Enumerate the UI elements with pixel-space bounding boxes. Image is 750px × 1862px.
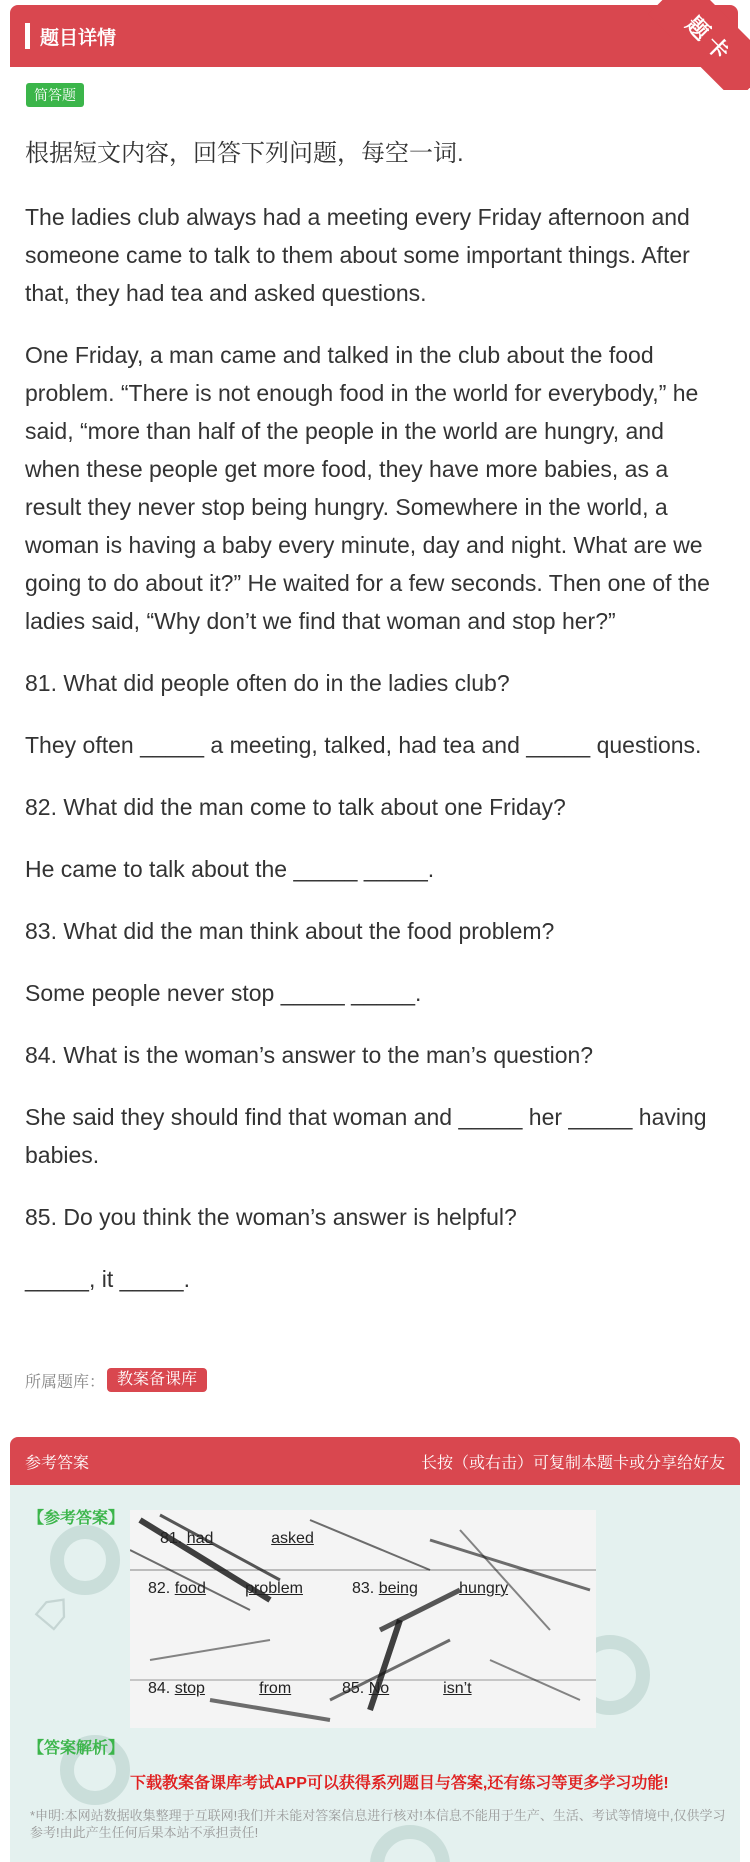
answer-header (10, 1437, 740, 1485)
answer-header-title: 参考答案 (25, 1454, 90, 1472)
watermark-text: ⌂ (23, 1572, 91, 1643)
answer-81: 81. had asked (160, 1530, 314, 1547)
question-item: 84. What is the woman’s answer to the man’s question? (25, 1042, 594, 1068)
question-item: 85. Do you think the woman’s answer is helpful? (25, 1204, 517, 1230)
question-header (10, 5, 738, 67)
passage-paragraph: The ladies club always had a meeting every Friday afternoon and someone came to talk to them about some important things. After that, they had tea and asked questions. (25, 204, 690, 306)
answer-85: 85. No isn’t (342, 1680, 472, 1697)
answer-body (10, 1485, 740, 1862)
answer-82: 82. food problem (148, 1580, 303, 1597)
answer-prompt: They often _____ a meeting, talked, had tea and _____ questions. (25, 732, 702, 758)
analysis-label: 【答案解析】 (28, 1740, 125, 1757)
source-label: 所属题库： (25, 1373, 106, 1391)
question-intro: 根据短文内容，回答下列问题，每空一词. (25, 140, 464, 167)
question-content (25, 135, 725, 1322)
answer-prompt: She said they should find that woman and _____ her _____ having babies. (25, 1104, 707, 1168)
app-promo-link[interactable]: 下载教案备课库考试APP可以获得系列题目与答案,还有练习等更多学习功能! (130, 1775, 669, 1792)
answer-prompt: _____, it _____. (25, 1266, 190, 1292)
question-item: 83. What did the man think about the food problem? (25, 918, 555, 944)
reference-answer-label: 【参考答案】 (28, 1510, 125, 1527)
question-source (25, 1368, 207, 1392)
question-type-badge: 简答题 (26, 83, 84, 107)
corner-tab-label: 题卡 (648, 0, 750, 90)
header-accent-bar (25, 23, 30, 49)
passage-paragraph: One Friday, a man came and talked in the club about the food problem. “There is not enough food in the world for everybody,” he said, “more than half of the people in the world are hungry, and when these people get more food, they have more babies, as a result they never stop being hungry. Somewhere in the world, a woman is having a baby every minute, day and night. What are we going to do about it?” He waited for a few seconds. Then one of the ladies said, “Why don’t we find that woman and stop her?” (25, 342, 710, 634)
question-item: 81. What did people often do in the ladies club? (25, 670, 510, 696)
answer-image (130, 1510, 596, 1728)
corner-tab[interactable] (638, 0, 750, 90)
source-tag-link[interactable]: 教案备课库 (107, 1368, 207, 1392)
answer-84: 84. stop from (148, 1680, 292, 1697)
disclaimer: *申明:本网站数据收集整理于互联网!我们并未能对答案信息进行核对!本信息不能用于生产、生活、考试等情境中,仅供学习参考!由此产生任何后果本站不承担责任! (30, 1808, 726, 1840)
watermark-ring (50, 1525, 120, 1595)
answer-prompt: Some people never stop _____ _____. (25, 980, 422, 1006)
share-hint[interactable]: 长按（或右击）可复制本题卡或分享给好友 (420, 1454, 725, 1472)
answer-83: 83. being hungry (352, 1580, 509, 1597)
answer-prompt: He came to talk about the _____ _____. (25, 856, 435, 882)
header-title: 题目详情 (40, 27, 117, 49)
question-item: 82. What did the man come to talk about one Friday? (25, 794, 566, 820)
